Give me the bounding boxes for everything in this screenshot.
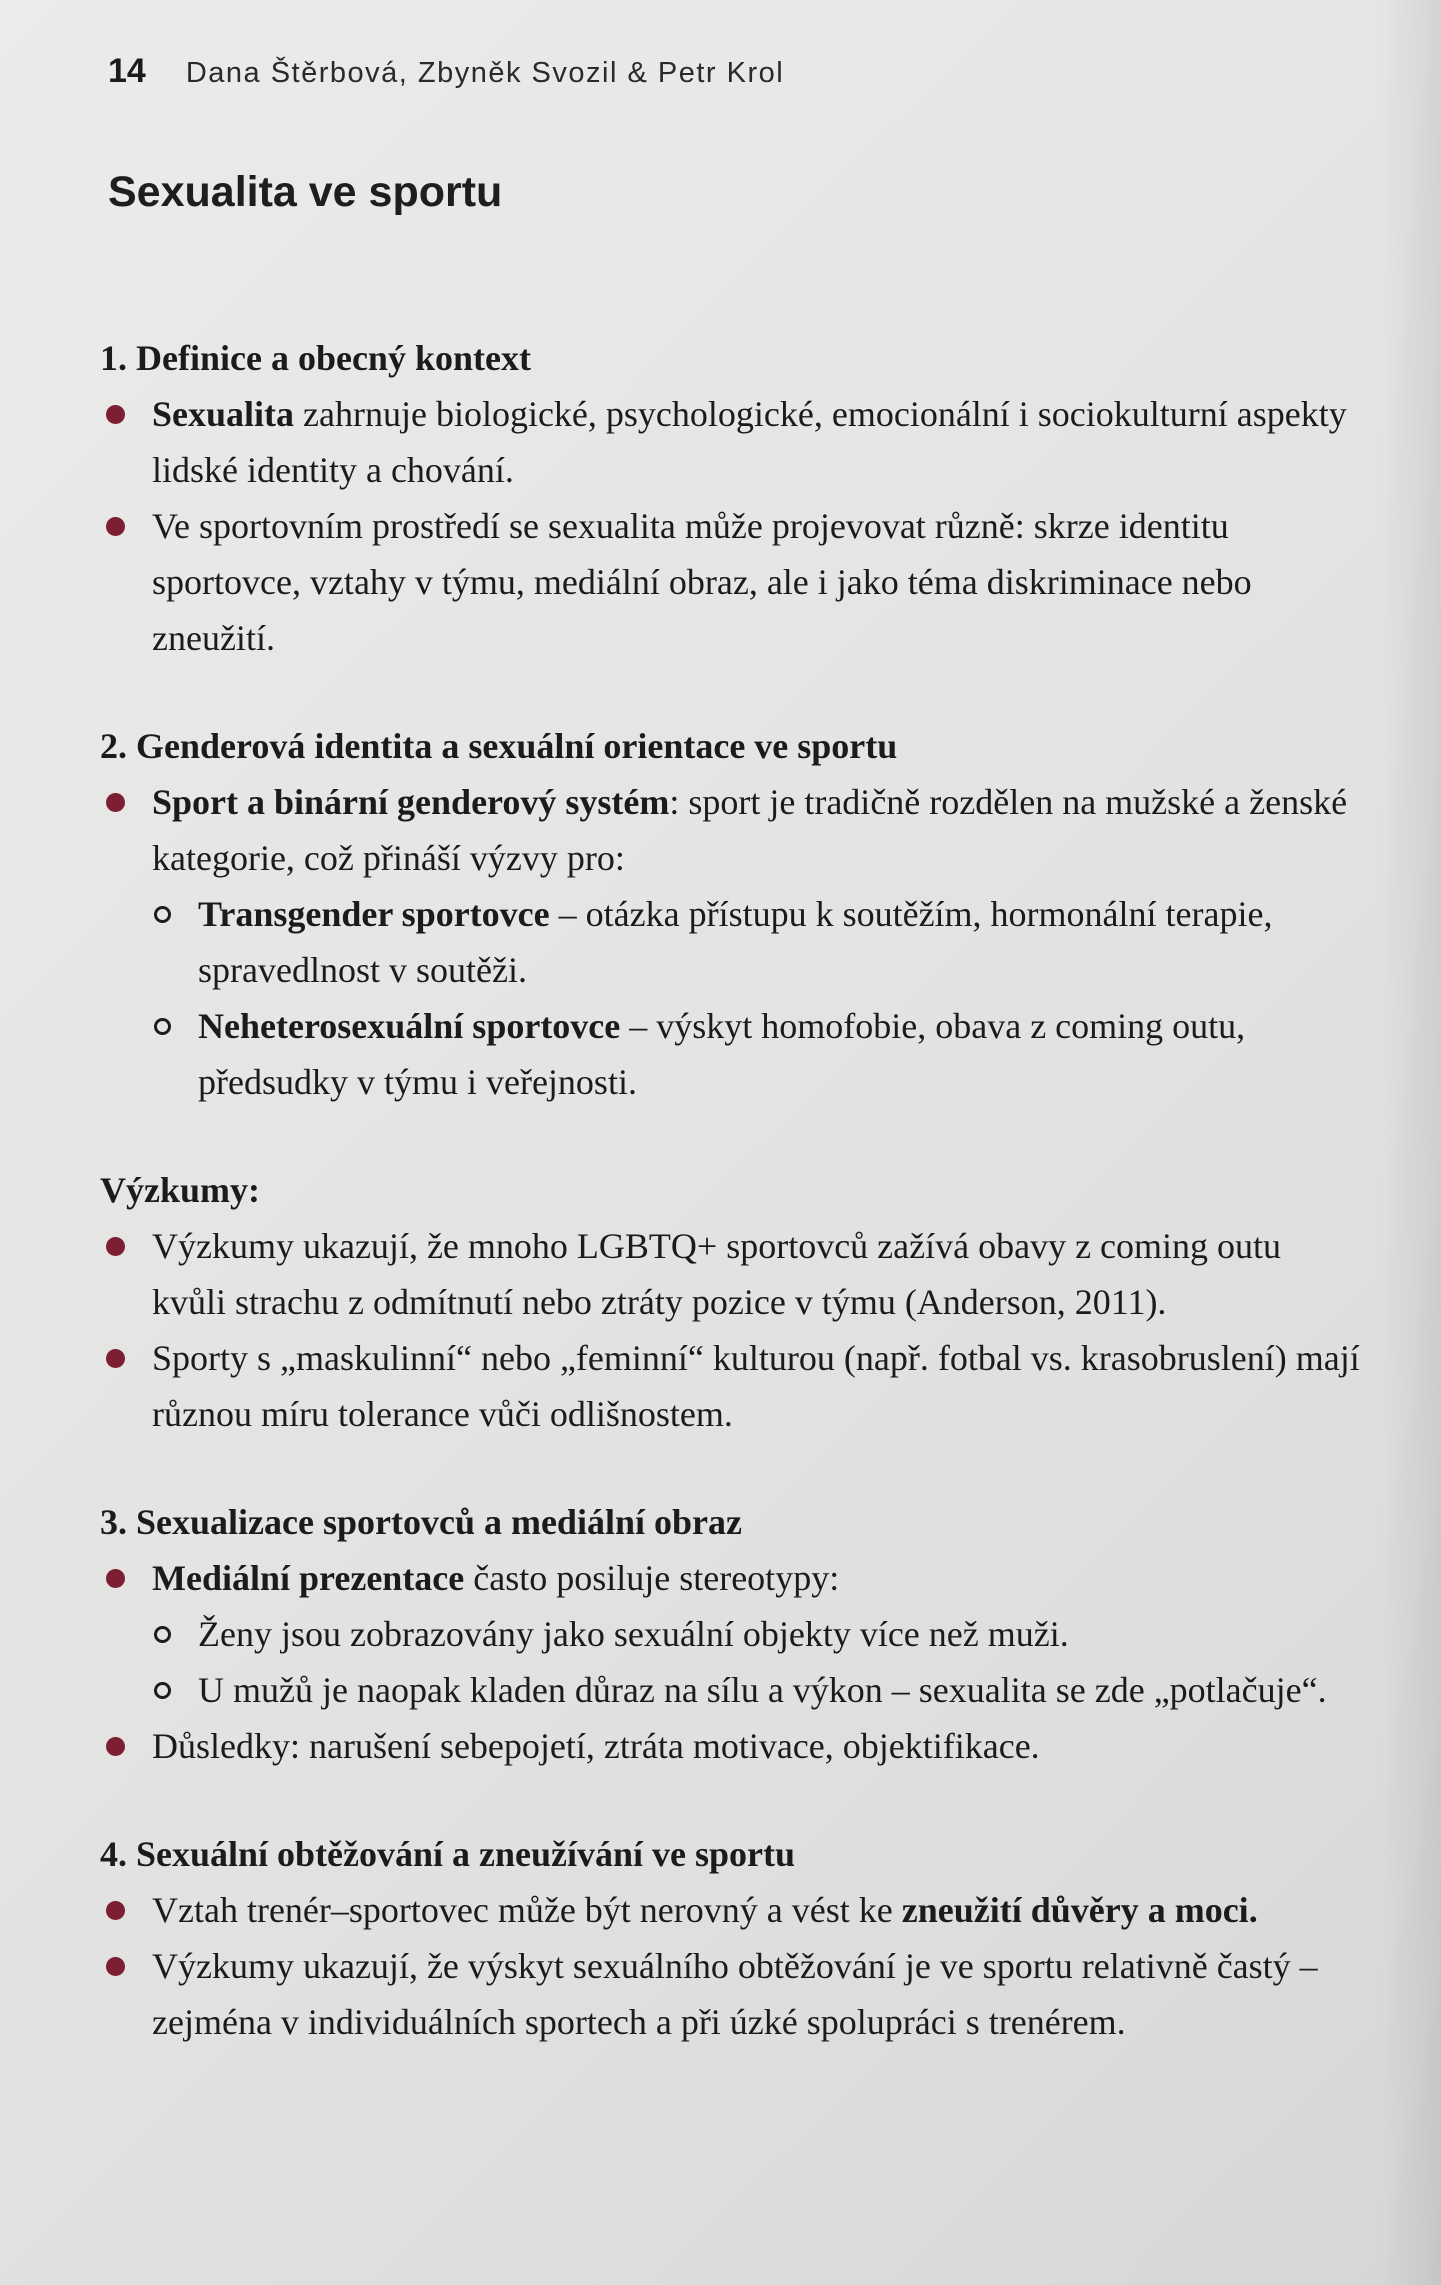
list-item — [100, 1218, 1360, 1330]
list-item-text: Ve sportovním prostředí se sexualita může projevovat různě: skrze identitu sportovce, vztahy v týmu, mediální obraz, ale i jako téma diskriminace nebo zneužití. — [152, 506, 1252, 658]
page-content — [100, 330, 1360, 2102]
list-item — [100, 1882, 1360, 1938]
section-definition — [100, 330, 1360, 666]
bold-term: Sexualita — [152, 394, 295, 434]
list-item-text: : sport je tradičně rozdělen na mužské a ženské kategorie, což přináší výzvy pro: — [152, 782, 1348, 878]
list-item — [100, 1938, 1360, 2050]
sub-list-item-text: Ženy jsou zobrazovány jako sexuální objekty více než muži. — [198, 1614, 1069, 1654]
section-research — [100, 1162, 1360, 1442]
list-item-text: Výzkumy ukazují, že mnoho LGBTQ+ sportovců zažívá obavy z coming outu kvůli strachu z odmítnutí nebo ztráty pozice v týmu (Anderson, 2011). — [152, 1226, 1282, 1322]
list-item-text: často posiluje stereotypy: — [464, 1558, 840, 1598]
list-item-text: Výzkumy ukazují, že výskyt sexuálního obtěžování je ve sportu relativně častý – zejména v individuálních sportech a při úzké spolupráci s trenérem. — [152, 1946, 1318, 2042]
list-item-text: zahrnuje biologické, psychologické, emocionální i sociokulturní aspekty lidské identity a chování. — [152, 394, 1347, 490]
bold-term: Mediální prezentace — [152, 1558, 465, 1598]
sub-list-item-text: – otázka přístupu k soutěžím, hormonální terapie, spravedlnost v soutěži. — [198, 894, 1273, 990]
section-heading: 3. Sexualizace sportovců a mediální obraz — [100, 1502, 742, 1542]
section-gender-identity — [100, 718, 1360, 1110]
sub-bullet-icon — [154, 1018, 171, 1035]
list-item — [100, 1550, 1360, 1606]
sub-list-item-text: U mužů je naopak kladen důraz na sílu a výkon – sexualita se zde „potlačuje“. — [198, 1670, 1327, 1710]
bullet-icon — [106, 517, 125, 536]
list-item — [100, 386, 1360, 498]
chapter-title: Sexualita ve sportu — [108, 168, 503, 216]
bullet-icon — [106, 1237, 125, 1256]
list-item-text: Vztah trenér–sportovec může být nerovný a vést ke — [152, 1890, 902, 1930]
list-item-text: Důsledky: narušení sebepojetí, ztráta motivace, objektifikace. — [152, 1726, 1040, 1766]
list-item-end: . — [1248, 1890, 1258, 1930]
bullet-icon — [106, 1957, 125, 1976]
sub-bullet-icon — [154, 1626, 171, 1643]
bold-term: Sport a binární genderový systém — [152, 782, 670, 822]
sub-list-item — [100, 886, 1360, 998]
section-heading: Výzkumy: — [100, 1170, 260, 1210]
sub-bullet-icon — [154, 1682, 171, 1699]
list-item — [100, 498, 1360, 666]
bullet-icon — [106, 1569, 125, 1588]
bullet-icon — [106, 1349, 125, 1368]
running-header — [108, 52, 784, 91]
bullet-icon — [106, 1901, 125, 1920]
sub-list-item-text: – výskyt homofobie, obava z coming outu, předsudky v týmu i veřejnosti. — [198, 1006, 1246, 1102]
section-heading: 4. Sexuální obtěžování a zneužívání ve sportu — [100, 1834, 796, 1874]
running-header-authors: Dana Štěrbová, Zbyněk Svozil & Petr Krol — [185, 57, 785, 89]
list-item — [100, 1330, 1360, 1442]
section-heading: 2. Genderová identita a sexuální orientace ve sportu — [100, 726, 898, 766]
list-item — [100, 1718, 1360, 1774]
sub-bullet-icon — [154, 906, 171, 923]
section-harassment — [100, 1826, 1360, 2050]
list-item-text: Sporty s „maskulinní“ nebo „feminní“ kulturou (např. fotbal vs. krasobruslení) mají různou míru tolerance vůči odlišnostem. — [152, 1338, 1360, 1434]
bullet-icon — [106, 793, 125, 812]
bold-term: Neheterosexuální sportovce — [198, 1006, 621, 1046]
page-number: 14 — [108, 52, 146, 90]
sub-list-item — [100, 1662, 1360, 1718]
bullet-icon — [106, 1737, 125, 1756]
sub-list-item — [100, 998, 1360, 1110]
bold-term: zneužití důvěry a moci — [901, 1890, 1249, 1930]
section-sexualization — [100, 1494, 1360, 1774]
list-item — [100, 774, 1360, 886]
bold-term: Transgender sportovce — [198, 894, 550, 934]
page-edge-shadow — [1381, 0, 1441, 2285]
sub-list-item — [100, 1606, 1360, 1662]
section-heading: 1. Definice a obecný kontext — [100, 338, 531, 378]
bullet-icon — [106, 405, 125, 424]
